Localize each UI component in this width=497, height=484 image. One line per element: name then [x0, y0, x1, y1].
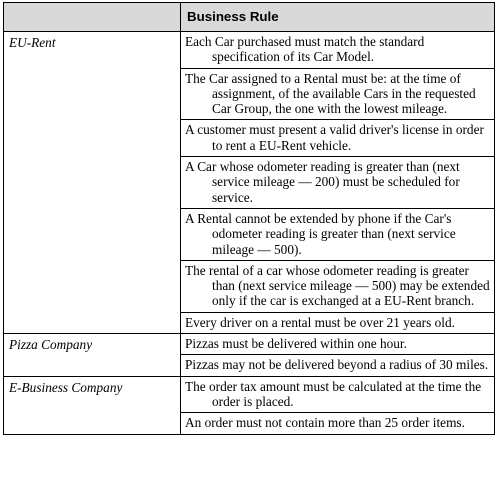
- company-spacer: [4, 68, 181, 120]
- table-row: [4, 68, 495, 120]
- company-spacer: [4, 355, 181, 376]
- company-spacer: [4, 120, 181, 157]
- table-row: [4, 413, 495, 434]
- rule-cell: Every driver on a rental must be over 21 years old.: [181, 312, 495, 333]
- table-row: [4, 157, 495, 209]
- table-row: [4, 208, 495, 260]
- table-row: [4, 120, 495, 157]
- table-row: [4, 312, 495, 333]
- company-pizza: Pizza Company: [4, 334, 181, 355]
- table-row: [4, 260, 495, 312]
- rule-cell: A customer must present a valid driver's license in order to rent a EU-Rent vehicle.: [181, 120, 495, 157]
- rule-cell: Pizzas must be delivered within one hour.: [181, 334, 495, 355]
- rule-cell: Pizzas may not be delivered beyond a radius of 30 miles.: [181, 355, 495, 376]
- table-row: [4, 32, 495, 69]
- rule-cell: A Car whose odometer reading is greater than (next service mileage — 200) must be scheduled for service.: [181, 157, 495, 209]
- table-row: [4, 334, 495, 355]
- company-spacer: [4, 312, 181, 333]
- header-business-rule: Business Rule: [181, 3, 495, 32]
- table-header-row: [4, 3, 495, 32]
- company-spacer: [4, 157, 181, 209]
- company-spacer: [4, 208, 181, 260]
- company-spacer: [4, 260, 181, 312]
- company-spacer: [4, 413, 181, 434]
- rule-cell: The order tax amount must be calculated at the time the order is placed.: [181, 376, 495, 413]
- rule-cell: The Car assigned to a Rental must be: at the time of assignment, of the available Cars in the requested Car Group, the one with the lowest mileage.: [181, 68, 495, 120]
- rule-cell: An order must not contain more than 25 order items.: [181, 413, 495, 434]
- rule-cell: Each Car purchased must match the standard specification of its Car Model.: [181, 32, 495, 69]
- table-row: [4, 355, 495, 376]
- rule-cell: A Rental cannot be extended by phone if the Car's odometer reading is greater than (next service mileage — 500).: [181, 208, 495, 260]
- table-row: [4, 376, 495, 413]
- company-eu-rent: EU-Rent: [4, 32, 181, 69]
- header-company-cell: [4, 3, 181, 32]
- company-e-business: E-Business Company: [4, 376, 181, 413]
- business-rules-table: [3, 2, 495, 435]
- rule-cell: The rental of a car whose odometer reading is greater than (next service mileage — 500) may be extended only if the car is exchanged at a EU-Rent branch.: [181, 260, 495, 312]
